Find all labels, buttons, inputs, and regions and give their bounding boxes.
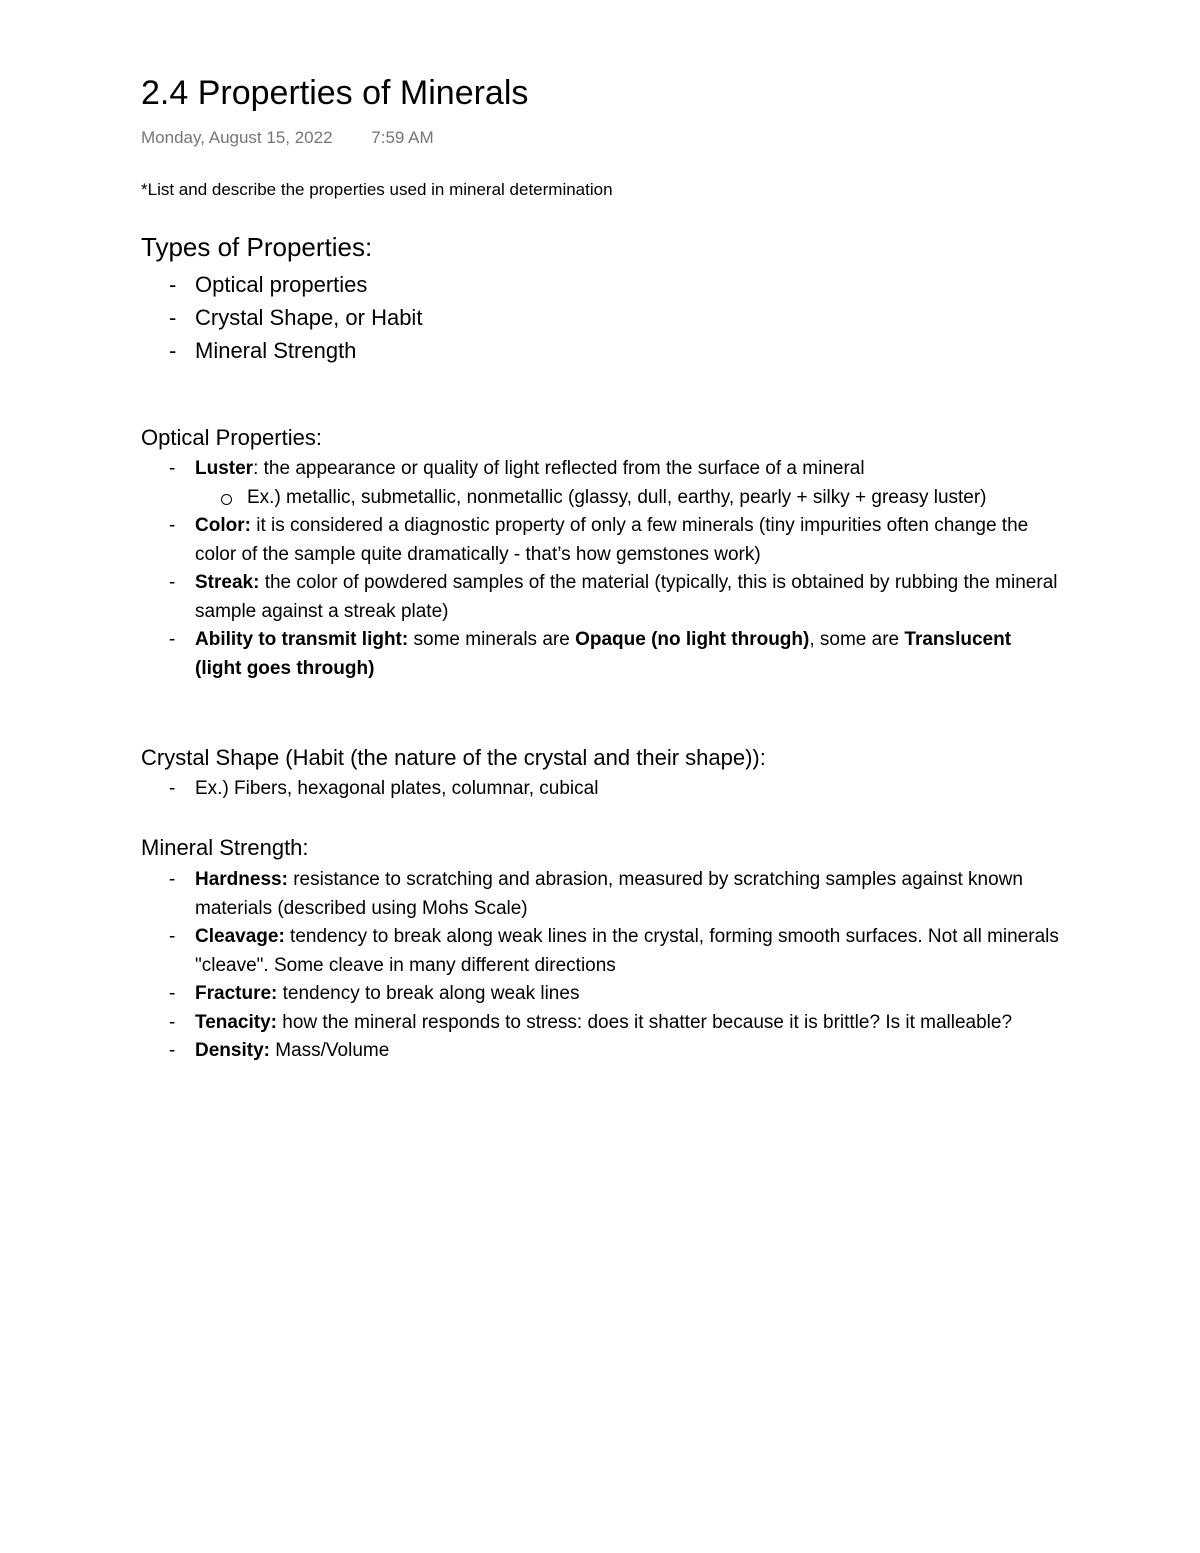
- dash-bullet: -: [169, 515, 176, 536]
- crystal-heading: Crystal Shape (Habit (the nature of the crystal and their shape)):: [141, 745, 766, 770]
- dash-bullet: -: [169, 629, 176, 650]
- dash-bullet: -: [169, 1011, 176, 1033]
- list-item-color: - Color: it is considered a diagnostic property of only a few minerals (tiny impurities often change the color of the sample quite dramatically - that’s how gemstones work): [141, 512, 1061, 569]
- strength-heading: Mineral Strength:: [141, 835, 309, 860]
- list-item-luster: - Luster: the appearance or quality of light reflected from the surface of a mineral Ex.) metallic, submetallic, nonmetallic (glassy, dull, earthy, pearly + silky + greasy luster): [141, 455, 1061, 512]
- optical-list: [141, 455, 1061, 683]
- list-item-hardness: - Hardness: resistance to scratching and abrasion, measured by scratching samples against known materials (described using Mohs Scale): [141, 866, 1061, 923]
- dash-bullet: -: [169, 272, 177, 297]
- page-title: 2.4 Properties of Minerals: [141, 74, 529, 112]
- dash-bullet: -: [169, 869, 176, 890]
- dash-bullet: -: [169, 926, 176, 947]
- dash-bullet: -: [169, 983, 176, 1004]
- dash-bullet: -: [169, 338, 177, 363]
- list-item-fracture: - Fracture: tendency to break along weak lines: [141, 980, 1061, 1009]
- list-item: - Optical properties: [141, 268, 422, 301]
- dash-bullet: -: [169, 572, 176, 593]
- strength-list: [141, 866, 1061, 1066]
- objective-text: *List and describe the properties used in mineral determination: [141, 180, 613, 199]
- circle-bullet-icon: [221, 494, 232, 505]
- note-datetime: [141, 128, 434, 148]
- list-item: - Crystal Shape, or Habit: [141, 301, 422, 334]
- list-item-streak: - Streak: the color of powdered samples of the material (typically, this is obtained by rubbing the mineral sample against a streak plate): [141, 569, 1061, 626]
- dash-bullet: -: [169, 1040, 176, 1061]
- list-item: - Ex.) Fibers, hexagonal plates, columnar, cubical: [141, 775, 1061, 804]
- list-item-cleavage: - Cleavage: tendency to break along weak lines in the crystal, forming smooth surfaces. Not all minerals "cleave". Some cleave in many different directions: [141, 923, 1061, 980]
- optical-heading: Optical Properties:: [141, 425, 322, 450]
- types-list: [141, 268, 422, 367]
- types-heading: Types of Properties:: [141, 232, 373, 262]
- list-item: - Mineral Strength: [141, 334, 422, 367]
- list-item-transmit: - Ability to transmit light: some minerals are Opaque (no light through), some are Translucent (light goes through): [141, 626, 1061, 683]
- dash-bullet: -: [169, 305, 177, 330]
- note-time: 7:59 AM: [371, 128, 434, 147]
- dash-bullet: -: [169, 458, 176, 479]
- dash-bullet: -: [169, 778, 176, 799]
- list-item-density: - Density: Mass/Volume: [141, 1037, 1061, 1066]
- crystal-list: [141, 775, 1061, 804]
- list-item-tenacity: - Tenacity: how the mineral responds to stress: does it shatter because it is brittle? Is it malleable?: [141, 1009, 1061, 1038]
- sub-list-item: Ex.) metallic, submetallic, nonmetallic (glassy, dull, earthy, pearly + silky + greasy luster): [141, 484, 1061, 513]
- note-date: Monday, August 15, 2022: [141, 128, 333, 147]
